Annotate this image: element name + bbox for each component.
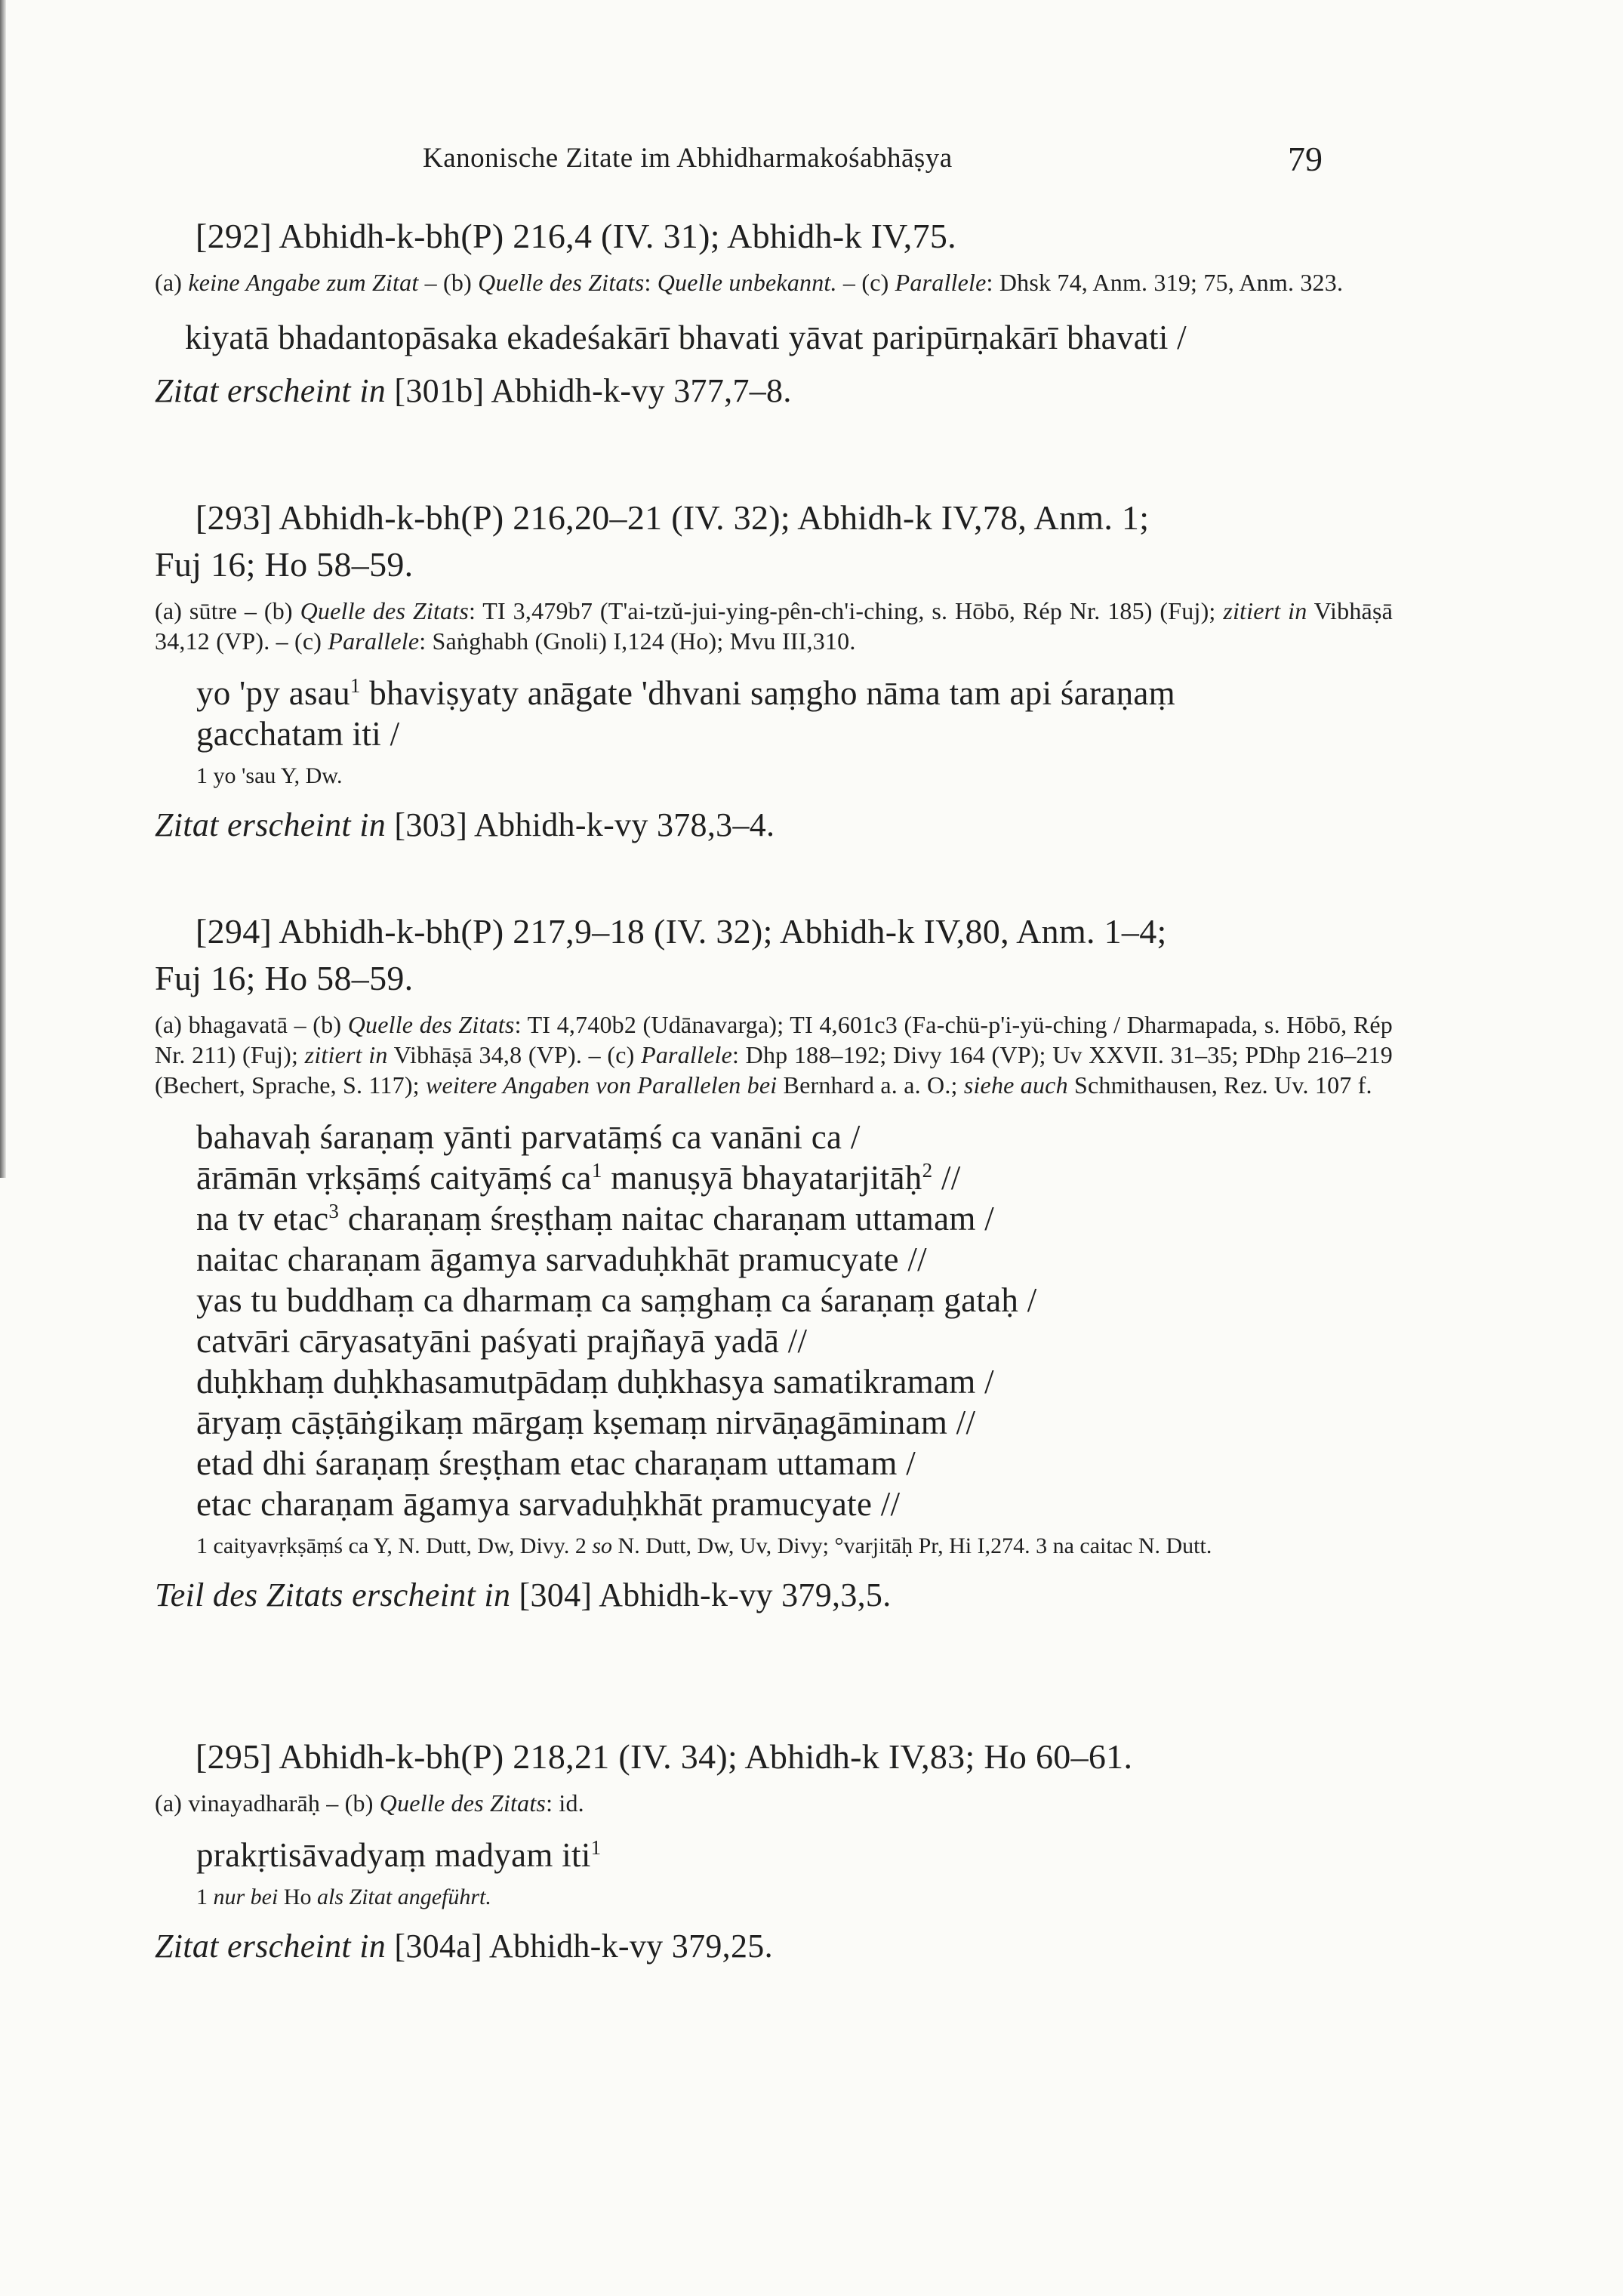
appears-label: Teil des Zitats erscheint in (155, 1576, 511, 1613)
entry-number: [292] (196, 217, 273, 255)
note-zitiert: Vibhāṣā 34,8 (VP). – (c) (387, 1041, 642, 1068)
entry-heading-text: Abhidh-k-bh(P) 218,21 (IV. 34); Abhidh-k IV,83; Ho 60–61. (272, 1737, 1133, 1776)
quotation (196, 673, 1393, 754)
note-b: : id. (546, 1789, 584, 1817)
entry-number: [294] (196, 912, 273, 951)
entry-heading-text: Abhidh-k-bh(P) 216,4 (IV. 31); Abhidh-k IV,75. (272, 217, 956, 255)
quotation (196, 1117, 1393, 1524)
verse-line: etad dhi śaraṇaṃ śreṣṭham etac charaṇam uttamam / (196, 1444, 916, 1482)
verse-line (196, 1157, 1393, 1198)
note-c-label: – (c) (836, 269, 895, 296)
verse-text: yo 'py asau (196, 674, 350, 712)
footnote (196, 1532, 1393, 1561)
appears-in (155, 1573, 1393, 1618)
note-a: (a) bhagavatā – (b) (155, 1011, 348, 1038)
note-zitiert: Vibhāṣā 34,12 (VP). – (c) (155, 597, 1394, 655)
note-c-key: Parallele (641, 1041, 732, 1068)
entry-295 (155, 1734, 1393, 1969)
entry-heading (155, 495, 1393, 588)
verse-line: naitac charaṇam āgamya sarvaduḥkhāt pramucyate // (196, 1240, 927, 1278)
entry-number: [293] (196, 498, 273, 537)
footnote (196, 1883, 1393, 1912)
appears-in (155, 368, 1393, 414)
scan-shadow (0, 0, 6, 1178)
note-b-key: Quelle des Zitats (347, 1011, 515, 1038)
appears-ref: [301b] Abhidh-k-vy 377,7–8. (386, 372, 792, 409)
footnote-key: nur bei (213, 1885, 279, 1909)
verse-text: na tv etac (196, 1200, 329, 1237)
entry-heading-text: Abhidh-k-bh(P) 217,9–18 (IV. 32); Abhidh-k IV,80, Anm. 1–4; (272, 912, 1167, 951)
appears-ref: [304] Abhidh-k-vy 379,3,5. (510, 1576, 892, 1613)
entry-292 (155, 213, 1393, 414)
verse-line: yas tu buddhaṃ ca dharmaṃ ca saṃghaṃ ca śaraṇaṃ gataḥ / (196, 1281, 1037, 1319)
entry-heading (196, 213, 1393, 260)
note-c: : Dhp 188–192; Divy 164 (VP); Uv XXVII. 31–35; PDhp 216–219 (Bechert, Sprache, S. 117); (155, 1041, 1394, 1099)
note-a: keine Angabe zum Zitat (188, 269, 419, 296)
entry-number: [295] (196, 1737, 273, 1776)
appears-in (155, 803, 1393, 848)
entry-294 (155, 908, 1393, 1618)
verse-line (196, 673, 1393, 713)
entry-heading-continued: Fuj 16; Ho 58–59. (155, 545, 414, 584)
footnote-text: 1 (196, 1885, 214, 1909)
note-b-key: Quelle des Zitats (300, 597, 469, 624)
verse-line: bahavaḥ śaraṇaṃ yānti parvatāṃś ca vanāni ca / (196, 1118, 861, 1156)
note-weitere: Bernhard a. a. O.; (777, 1071, 964, 1099)
verse-line: catvāri cāryasatyāni paśyati prajñayā yadā // (196, 1322, 808, 1360)
appears-in (155, 1924, 1393, 1969)
verse-text: // (932, 1159, 961, 1197)
footnote: 1 yo 'sau Y, Dw. (196, 763, 343, 788)
note-c-key: Parallele (328, 627, 420, 655)
verse-line: kiyatā bhadantopāsaka ekadeśakārī bhavati yāvat paripūrṇakārī bhavati / (185, 319, 1187, 356)
verse-text: ārāmān vṛkṣāṃś caityāṃś ca (196, 1159, 592, 1197)
appears-ref: [303] Abhidh-k-vy 378,3–4. (386, 806, 775, 843)
footnote-marker: 2 (922, 1159, 933, 1182)
running-head: Kanonische Zitate im Abhidharmakośabhāṣya (423, 143, 953, 174)
note-a-label: (a) (155, 269, 189, 296)
verse-text: charaṇaṃ śreṣṭhaṃ naitac charaṇam uttamam / (339, 1200, 995, 1237)
note-zitiert-key: zitiert in (1223, 597, 1307, 624)
verse-line (196, 1835, 1393, 1875)
entry-note (155, 267, 1393, 297)
note-b: : (644, 269, 658, 296)
verse-text: prakṛtisāvadyaṃ madyam iti (196, 1836, 591, 1874)
note-b: : TI 3,479b7 (T'ai-tzŭ-jui-ying-pên-ch'i-ching, s. Hōbō, Rép Nr. 185) (Fuj); (469, 597, 1224, 624)
note-c-key: Parallele (895, 269, 987, 296)
verse-line: āryaṃ cāṣṭāṅgikaṃ mārgaṃ kṣemaṃ nirvāṇagāminam // (196, 1404, 976, 1441)
entry-heading (155, 908, 1393, 1002)
quotation (185, 317, 1393, 358)
page-number: 79 (1288, 140, 1323, 178)
appears-ref: [304a] Abhidh-k-vy 379,25. (386, 1928, 773, 1965)
note-b-value: Quelle unbekannt. (657, 269, 837, 296)
footnote-marker: 1 (591, 1159, 602, 1182)
appears-label: Zitat erscheint in (155, 806, 387, 843)
footnote-key: so (592, 1533, 613, 1558)
note-siehe-key: siehe auch (963, 1071, 1068, 1099)
entry-note (155, 1009, 1393, 1100)
appears-label: Zitat erscheint in (155, 372, 387, 409)
verse-line: duḥkhaṃ duḥkhasamutpādaṃ duḥkhasya samatikramam / (196, 1363, 994, 1401)
quotation (196, 1835, 1393, 1875)
footnote-text: Ho (278, 1885, 317, 1909)
note-siehe: Schmithausen, Rez. Uv. 107 f. (1067, 1071, 1372, 1099)
entry-note (155, 596, 1393, 656)
entry-heading (196, 1734, 1393, 1780)
note-weitere-key: weitere Angaben von Parallelen bei (425, 1071, 778, 1099)
verse-text: manuṣyā bhayatarjitāḥ (602, 1159, 922, 1197)
verse-text: bhaviṣyaty anāgate 'dhvani saṃgho nāma tam api śaraṇaṃ (360, 674, 1175, 712)
note-b-label: – (b) (418, 269, 479, 296)
entry-note (155, 1788, 1393, 1818)
footnote-marker: 1 (350, 674, 361, 697)
footnote-text: 1 caityavṛkṣāṃś ca Y, N. Dutt, Dw, Divy. 2 (196, 1533, 593, 1558)
verse-line: etac charaṇam āgamya sarvaduḥkhāt pramucyate // (196, 1485, 901, 1523)
entry-heading-continued: Fuj 16; Ho 58–59. (155, 959, 414, 997)
note-c: : Saṅghabh (Gnoli) I,124 (Ho); Mvu III,310. (419, 627, 856, 655)
entry-heading-text: Abhidh-k-bh(P) 216,20–21 (IV. 32); Abhidh-k IV,78, Anm. 1; (272, 498, 1150, 537)
footnote-key: als Zitat angeführt. (317, 1885, 491, 1909)
footnote-text: N. Dutt, Dw, Uv, Divy; °varjitāḥ Pr, Hi I,274. 3 na caitac N. Dutt. (612, 1533, 1212, 1558)
note-b: : TI 4,740b2 (Udānavarga); TI 4,601c3 (Fa-chü-p'i-yü-ching / Dharmapada, s. Hōbō, Rép Nr. 211) (Fuj); (155, 1011, 1394, 1068)
footnote-marker: 3 (328, 1200, 340, 1222)
note-a: (a) vinayadharāḥ – (b) (155, 1789, 380, 1817)
note-b-key: Quelle des Zitats (478, 269, 645, 296)
note-c: : Dhsk 74, Anm. 319; 75, Anm. 323. (986, 269, 1344, 296)
note-zitiert-key: zitiert in (304, 1041, 388, 1068)
entry-293 (155, 495, 1393, 848)
verse-line (196, 1198, 1393, 1239)
verse-line: gacchatam iti / (196, 715, 400, 753)
note-b-key: Quelle des Zitats (379, 1789, 547, 1817)
footnote-marker: 1 (590, 1836, 602, 1859)
note-a: (a) sūtre – (b) (155, 597, 300, 624)
appears-label: Zitat erscheint in (155, 1928, 387, 1965)
